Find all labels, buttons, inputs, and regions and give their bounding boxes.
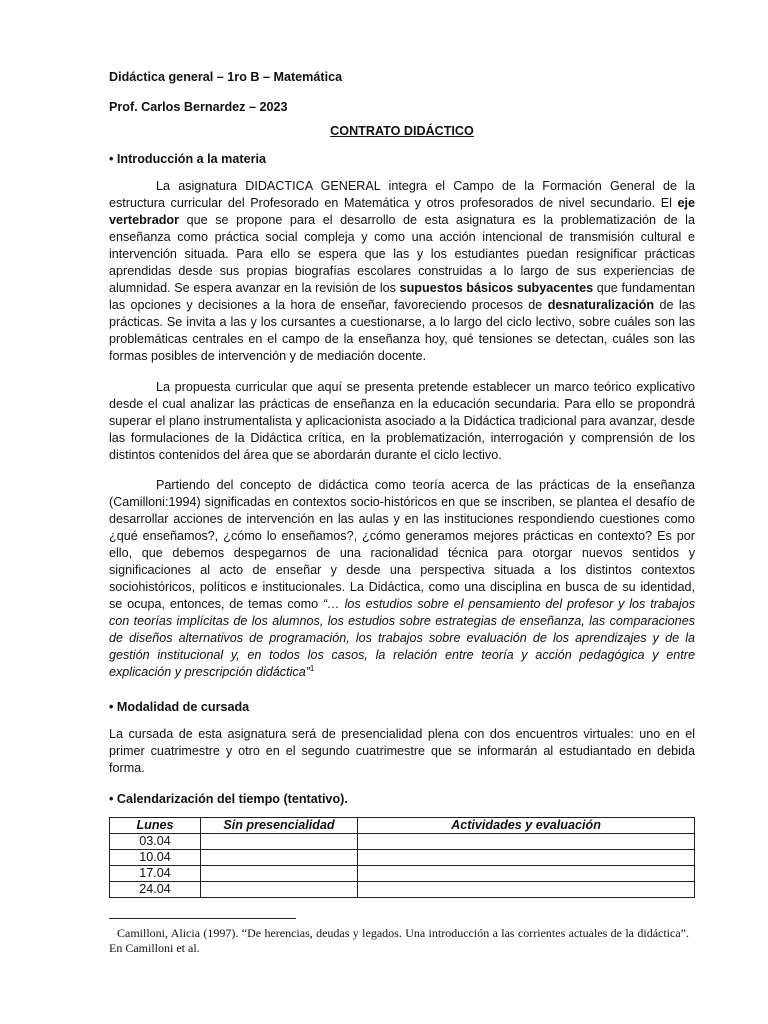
section-heading-intro: • Introducción a la materia	[109, 152, 266, 166]
table-cell	[201, 850, 358, 866]
column-header: Sin presencialidad	[201, 818, 358, 834]
column-header: Actividades y evaluación	[358, 818, 695, 834]
table-row	[110, 850, 695, 866]
text-run: que se propone para el desarrollo de esta asignatura es la problematización de la enseñanza como práctica social compleja y como una acción intencional de transmisión cultural e intervención situada. Para ello se espera que las y los estudiantes puedan resignificar prácticas aprendidas desde sus propias biografías escolares construidas a lo largo de sus experiencias de alumnidad. Se espera avanzar en la revisión de los	[109, 213, 695, 295]
table-header-row	[110, 818, 695, 834]
table-cell	[201, 834, 358, 850]
document-title: CONTRATO DIDÁCTICO	[330, 124, 474, 138]
text-run: que fundamentan las opciones y decisiones a la hora de enseñar, favoreciendo procesos de	[109, 281, 695, 312]
table-cell	[201, 866, 358, 882]
italic-quote: “… los estudios sobre el pensamiento del profesor y los trabajos con teorías implícitas de los alumnos, los estudios sobre estrategias de enseñanza, las comparaciones de diseños alternativos de programación, los trabajos sobre evaluación de los aprendizajes y de la gestión institucional y, en todos los casos, la relación entre teoría y acción pedagógica y entre explicación y prescripción didáctica”	[109, 597, 695, 679]
column-header: Lunes	[110, 818, 201, 834]
professor-header: Prof. Carlos Bernardez – 2023	[109, 100, 288, 114]
footnote-marker: 1	[309, 663, 315, 673]
table-cell	[358, 866, 695, 882]
footnote: Camilloni, Alicia (1997). “De herencias, deudas y legados. Una introducción a las corrientes actuales de la didáctica”. En Camilloni et al.	[109, 926, 689, 955]
table-row	[110, 866, 695, 882]
text-run: Partiendo del concepto de didáctica como teoría acerca de las prácticas de la enseñanza (Camilloni:1994) significadas en contextos socio-históricos en que se inscriben, se plantea el desafío de desarrollar acciones de intervención en las aulas y en las instituciones respondiendo cuestiones como ¿qué enseñamos?, ¿cómo lo enseñamos?, ¿cómo generamos mejores prácticas en contexto? Es por ello, que debemos despegarnos de una racionalidad técnica para otorgar nuevos sentidos y significaciones al acto de enseñar y desde una perspectiva situada a los distintos contextos sociohistóricos, políticos e institucionales. La Didáctica, como una disciplina en busca de su identidad, se ocupa, entonces, de temas como	[109, 478, 695, 611]
footnote-divider	[109, 918, 296, 919]
section-heading-modalidad: • Modalidad de cursada	[109, 700, 250, 714]
table-cell	[201, 882, 358, 898]
table-cell: 17.04	[110, 866, 201, 882]
bold-text: desnaturalización	[547, 298, 655, 312]
table-cell: 10.04	[110, 850, 201, 866]
table-cell: 24.04	[110, 882, 201, 898]
text-run: de las prácticas. Se invita a las y los cursantes a cuestionarse, a lo largo del ciclo lectivo, sobre cuáles son las problemáticas centrales en el campo de la enseñanza hoy, qué tensiones se detectan, cuáles son las formas posibles de intervención y de mediación docente.	[109, 298, 696, 363]
table-cell	[358, 850, 695, 866]
bold-text: eje vertebrador	[109, 196, 695, 227]
course-header: Didáctica general – 1ro B – Matemática	[109, 70, 343, 84]
section-heading-calendario: • Calendarización del tiempo (tentativo).	[109, 792, 348, 806]
table-row	[110, 834, 695, 850]
bold-text: supuestos básicos subyacentes	[399, 281, 594, 295]
paragraph-concepto	[109, 477, 695, 681]
calendar-table	[109, 817, 695, 898]
table-row	[110, 882, 695, 898]
paragraph-propuesta: La propuesta curricular que aquí se presenta pretende establecer un marco teórico explicativo desde el cual analizar las prácticas de enseñanza en la educación secundaria. Para ello se propondrá superar el plano instrumentalista y aplicacionista asociado a la Didáctica tradicional para avanzar, desde las formulaciones de la Didáctica crítica, en la problematización, interrogación y comprensión de los distintos contenidos del área que se abordarán durante el ciclo lectivo.	[109, 380, 695, 462]
table-cell	[358, 882, 695, 898]
paragraph-intro	[109, 178, 695, 365]
paragraph-modalidad: La cursada de esta asignatura será de presencialidad plena con dos encuentros virtuales: uno en el primer cuatrimestre y otro en el segundo cuatrimestre que se informarán al estudiantado en debida forma.	[109, 727, 695, 775]
text-run: La asignatura DIDACTICA GENERAL integra el Campo de la Formación General de la estructura curricular del Profesorado en Matemática y otros profesorados de nivel secundario. El	[109, 179, 695, 210]
table-cell	[358, 834, 695, 850]
table-cell: 03.04	[110, 834, 201, 850]
